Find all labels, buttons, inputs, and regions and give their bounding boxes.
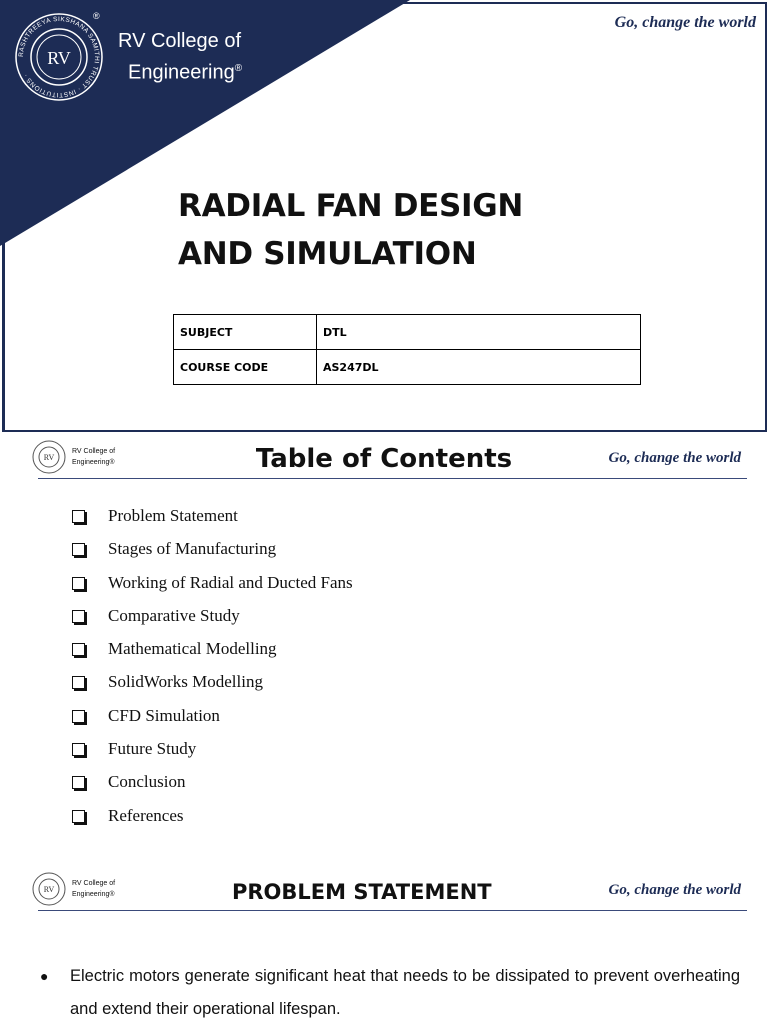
seal-registered-mark: ® — [93, 11, 100, 21]
college-name-small — [72, 878, 115, 900]
college-name — [118, 27, 242, 87]
college-name-line2: Engineering — [128, 61, 235, 84]
table-row — [174, 315, 641, 350]
list-item-label: Working of Radial and Ducted Fans — [108, 572, 353, 592]
list-item-label: References — [108, 805, 184, 825]
list-item[interactable] — [72, 806, 353, 839]
college-seal-logo — [14, 12, 104, 102]
list-item[interactable] — [72, 606, 353, 639]
checkbox-bullet-icon — [72, 743, 85, 756]
checkbox-bullet-icon — [72, 810, 85, 823]
svg-text:RV: RV — [43, 453, 55, 462]
table-row — [174, 350, 641, 385]
list-item[interactable] — [72, 506, 353, 539]
college-name-small-line1: RV College of — [72, 448, 116, 455]
tagline: Go, change the world — [614, 14, 756, 31]
header-rule — [38, 478, 747, 479]
checkbox-bullet-icon — [72, 610, 85, 623]
table-cell-label: SUBJECT — [174, 315, 317, 350]
list-item-label: Stages of Manufacturing — [108, 539, 277, 559]
checkbox-bullet-icon — [72, 776, 85, 789]
college-name-small-line1: RV College of — [72, 880, 116, 887]
table-cell-value: DTL — [317, 315, 641, 350]
list-item[interactable] — [72, 739, 353, 772]
problem-statement-slide — [0, 866, 768, 1024]
table-cell-label: COURSE CODE — [174, 350, 317, 385]
tagline: Go, change the world — [608, 450, 741, 466]
course-info-table — [173, 314, 641, 385]
list-item[interactable] — [72, 772, 353, 805]
list-item[interactable] — [72, 573, 353, 606]
college-brand-small — [32, 872, 115, 906]
bullet-dot-icon: ● — [40, 968, 49, 984]
list-item-label: Future Study — [108, 739, 197, 759]
list-item-label: SolidWorks Modelling — [108, 672, 263, 692]
title-line-1: RADIAL FAN DESIGN — [178, 188, 524, 224]
svg-text:RV: RV — [47, 48, 71, 68]
list-item-label: Conclusion — [108, 772, 186, 792]
toc-title: Table of Contents — [255, 444, 513, 474]
title-line-2: AND SIMULATION — [178, 236, 477, 272]
list-item[interactable] — [72, 639, 353, 672]
bullet-item — [40, 960, 740, 1024]
college-brand — [14, 12, 242, 102]
table-of-contents-slide — [0, 434, 768, 854]
college-name-line1: RV College of — [118, 30, 242, 53]
list-item-label: CFD Simulation — [108, 705, 220, 725]
checkbox-bullet-icon — [72, 510, 85, 523]
checkbox-bullet-icon — [72, 577, 85, 590]
checkbox-bullet-icon — [72, 710, 85, 723]
header-rule — [38, 910, 747, 911]
list-item-label: Mathematical Modelling — [108, 639, 277, 659]
table-cell-value: AS247DL — [317, 350, 641, 385]
list-item[interactable] — [72, 706, 353, 739]
registered-mark: ® — [234, 63, 243, 75]
list-item-label: Comparative Study — [108, 605, 240, 625]
college-name-small-line2: Engineering® — [72, 459, 115, 466]
checkbox-bullet-icon — [72, 543, 85, 556]
list-item[interactable] — [72, 539, 353, 572]
problem-statement-title: PROBLEM STATEMENT — [232, 880, 492, 904]
college-name-small-line2: Engineering® — [72, 891, 115, 898]
checkbox-bullet-icon — [72, 676, 85, 689]
college-seal-logo — [32, 872, 66, 906]
presentation-title — [178, 182, 523, 278]
bullet-text: Electric motors generate significant heat that needs to be dissipated to prevent overheating and extend their operational lifespan. — [70, 967, 740, 1018]
list-item[interactable] — [72, 672, 353, 705]
tagline: Go, change the world — [608, 882, 741, 898]
title-slide — [0, 0, 768, 432]
toc-list — [72, 506, 353, 839]
list-item-label: Problem Statement — [108, 506, 238, 525]
checkbox-bullet-icon — [72, 643, 85, 656]
svg-text:RV: RV — [43, 885, 55, 894]
svg-text:RASHTREEYA SIKSHANA SAMITHI TR: RASHTREEYA SIKSHANA SAMITHI TRUST · INSTITUTIONS · — [17, 15, 101, 99]
